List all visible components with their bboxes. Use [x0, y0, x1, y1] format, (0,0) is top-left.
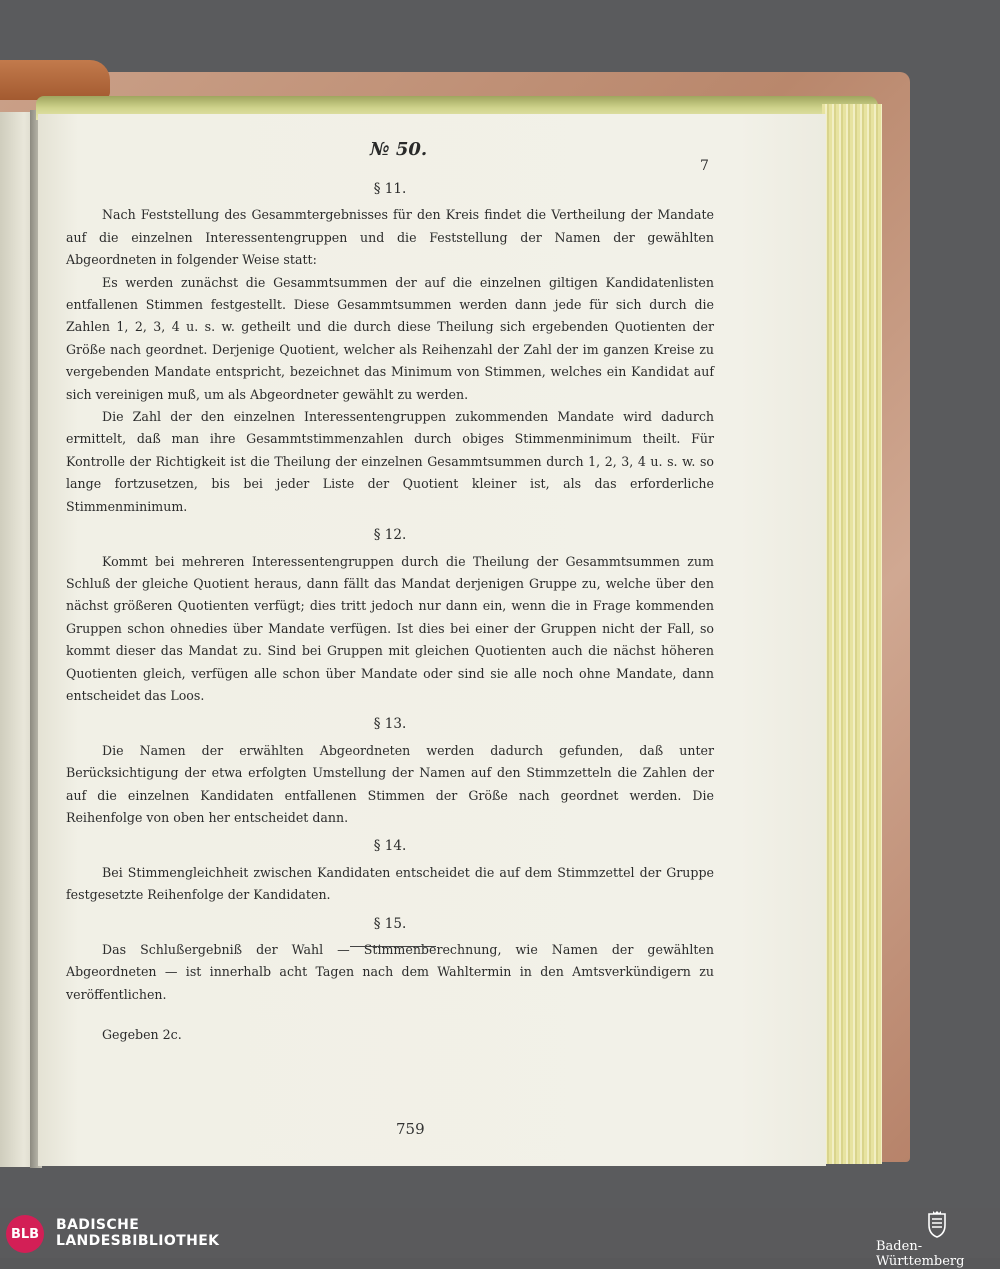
blb-logo-text: BLB: [10, 1226, 40, 1242]
section-heading: § 12.: [373, 527, 407, 544]
library-name-line2: LANDESBIBLIOTHEK: [56, 1233, 220, 1249]
section-heading: § 11.: [373, 181, 407, 197]
paragraph: Nach Feststellung des Gesammtergebnisses für den Kreis findet die Vertheilung der Mandate auf die einzelnen Interessentengruppen und die Feststellung der Namen der gewählten Abgeordneten in folgender Weise statt:: [66, 207, 714, 268]
coat-of-arms-icon: [926, 1210, 948, 1238]
paragraph: Das Schlußergebniß der Wahl — Stimmenberechnung, wie Namen der gewählten Abgeordneten — ist innerhalb acht Tagen nach dem Wahltermin in den Amtsverkündigern zu veröffentlichen.: [66, 942, 714, 1002]
paragraph: Kommt bei mehreren Interessentengruppen durch die Theilung der Gesammtsummen zum Schluß der gleiche Quotient heraus, dann fällt das Mandat derjenigen Gruppe zu, welche über den nächst größeren Quotienten verfügt; dies tritt jedoch nur dann ein, wenn die in Frage kommenden Gruppen schon ohnedies über Mandate verfügen. Ist dies bei einer der Gruppen nicht der Fall, so kommt dieser das Mandat zu. Sind bei Gruppen mit gleichen Quotienten auch die nächst höheren Quotienten gleich, verfügen alle schon über Mandate oder sind sie alle noch ohne Mandate, dann entscheidet das Loos.: [66, 553, 714, 703]
paragraph: Es werden zunächst die Gesammtsummen der auf die einzelnen giltigen Kandidatenlisten entfallenen Stimmen festgestellt. Diese Gesammtsummen werden dann jede für sich durch die Zahlen 1, 2, 3, 4 u. s. w. getheilt und die durch diese Theilung sich ergebenden Quotienten der Größe nach geordnet. Derjenige Quotient, welcher als Reihenzahl der Zahl der im ganzen Kreise zu vergebenden Mandate entspricht, bezeichnet das Minimum von Stimmen, welches ein Kandidat auf sich vereinigen muß, um als Abgeordneter gewählt zu werden.: [66, 274, 714, 402]
page-edge-right: [822, 104, 882, 1164]
divider-rule: [350, 946, 436, 947]
paragraph: Bei Stimmengleichheit zwischen Kandidaten entscheidet die auf dem Stimmzettel der Gruppe festgesetzte Reihenfolge der Kandidaten.: [66, 864, 714, 903]
header-page-number: 7: [700, 158, 709, 174]
blb-logo-icon[interactable]: [6, 1215, 44, 1253]
document-page: [38, 114, 826, 1166]
library-name-line1: BADISCHE: [56, 1217, 140, 1233]
document-number: № 50.: [370, 139, 428, 160]
library-footer-bar: [0, 1208, 1000, 1269]
footer-page-number: 759: [396, 1120, 425, 1138]
section-heading: § 14.: [373, 838, 407, 855]
paragraph: Die Zahl der den einzelnen Interessentengruppen zukommenden Mandate wird dadurch ermittelt, daß man ihre Gesammtstimmenzahlen durch obiges Stimmenminimum theilt. Für Kontrolle der Richtigkeit ist die Theilung der einzelnen Gesammtsummen durch 1, 2, 3, 4 u. s. w. so lange fortzusetzen, bis bei jeder Liste der Quotient kleiner ist, als das erforderliche Stimmenminimum.: [66, 409, 714, 514]
closing-formula: Gegeben 2c.: [102, 1027, 182, 1043]
leather-spine: [0, 60, 110, 100]
paragraph: Die Namen der erwählten Abgeordneten werden dadurch gefunden, daß unter Berücksichtigung der etwa erfolgten Umstellung der Namen auf den Stimmzetteln die Zahlen der auf die einzelnen Kandidaten entfallenen Stimmen der Größe nach geordnet werden. Die Reihenfolge von oben her entscheidet dann.: [66, 742, 714, 825]
library-name[interactable]: [56, 1217, 219, 1249]
section-heading: § 13.: [373, 716, 407, 733]
section-heading: § 15.: [373, 915, 407, 932]
page-body: [66, 172, 714, 1047]
state-name[interactable]: Baden-Württemberg: [876, 1239, 965, 1269]
